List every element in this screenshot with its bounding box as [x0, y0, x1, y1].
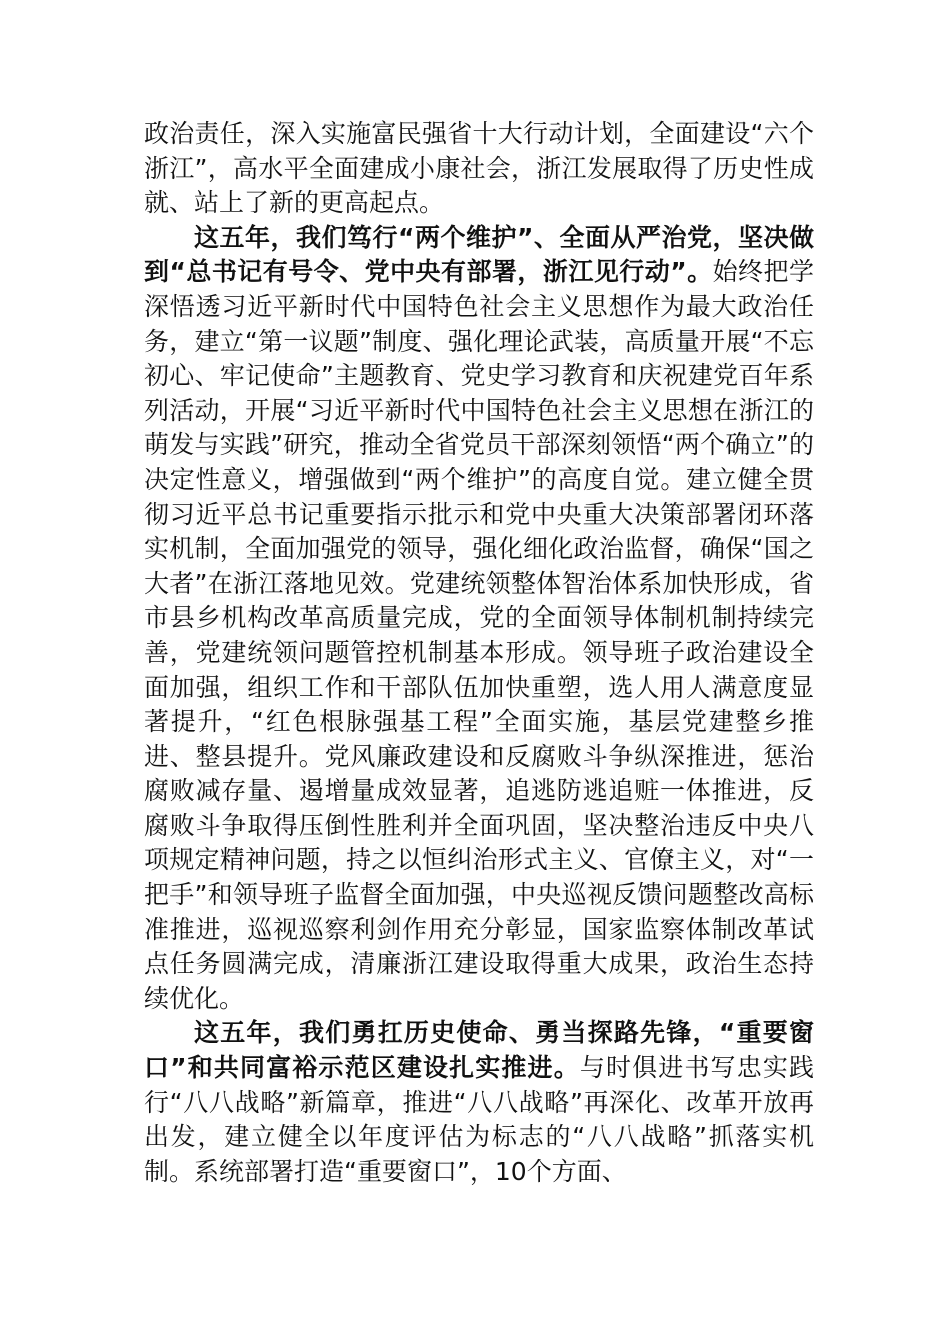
paragraph-text: 与时俱进书写忠实践行“八八战略”新篇章，推进“八八战略”再深化、改革开放再出发，建立健全以年度评估为标志的“八八战略”抓落实机制。系统部署打造“重要窗口”，10个方面、	[144, 1053, 814, 1186]
paragraph-text: 政治责任，深入实施富民强省十大行动计划，全面建设“六个浙江”，高水平全面建成小康社会，浙江发展取得了历史性成就、站上了新的更高起点。	[144, 119, 814, 218]
paragraph-lead-heading: 这五年，我们勇扛历史使命、勇当探路先锋，“重要窗口”和共同富裕示范区建设扎实推进。	[144, 1018, 814, 1083]
paragraph-party-building	[144, 221, 814, 1017]
paragraph-continuation	[144, 117, 814, 221]
paragraph-historic-mission	[144, 1016, 814, 1189]
paragraph-lead-heading: 这五年，我们笃行“两个维护”、全面从严治党，坚决做到“总书记有号令、党中央有部署，浙江见行动”。	[144, 222, 814, 287]
paragraph-text: 始终把学深悟透习近平新时代中国特色社会主义思想作为最大政治任务，建立“第一议题”制度、强化理论武装，高质量开展“不忘初心、牢记使命”主题教育、党史学习教育和庆祝建党百年系列活动，开展“习近平新时代中国特色社会主义思想在浙江的萌发与实践”研究，推动全省党员干部深刻领悟“两个确立”的决定性意义，增强做到“两个维护”的高度自觉。建立健全贯彻习近平总书记重要指示批示和党中央重大决策部署闭环落实机制，全面加强党的领导，强化细化政治监督，确保“国之大者”在浙江落地见效。党建统领整体智治体系加快形成，省市县乡机构改革高质量完成，党的全面领导体制机制持续完善，党建统领问题管控机制基本形成。领导班子政治建设全面加强，组织工作和干部队伍加快重塑，选人用人满意度显著提升，“红色根脉强基工程”全面实施，基层党建整乡推进、整县提升。党风廉政建设和反腐败斗争纵深推进，惩治腐败减存量、遏增量成效显著，追逃防逃追赃一体推进，反腐败斗争取得压倒性胜利并全面巩固，坚决整治违反中央八项规定精神问题，持之以恒纠治形式主义、官僚主义，对“一把手”和领导班子监督全面加强，中央巡视反馈问题整改高标准推进，巡视巡察利剑作用充分彰显，国家监察体制改革试点任务圆满完成，清廉浙江建设取得重大成果，政治生态持续优化。	[144, 257, 814, 1013]
document-body	[144, 117, 814, 1189]
